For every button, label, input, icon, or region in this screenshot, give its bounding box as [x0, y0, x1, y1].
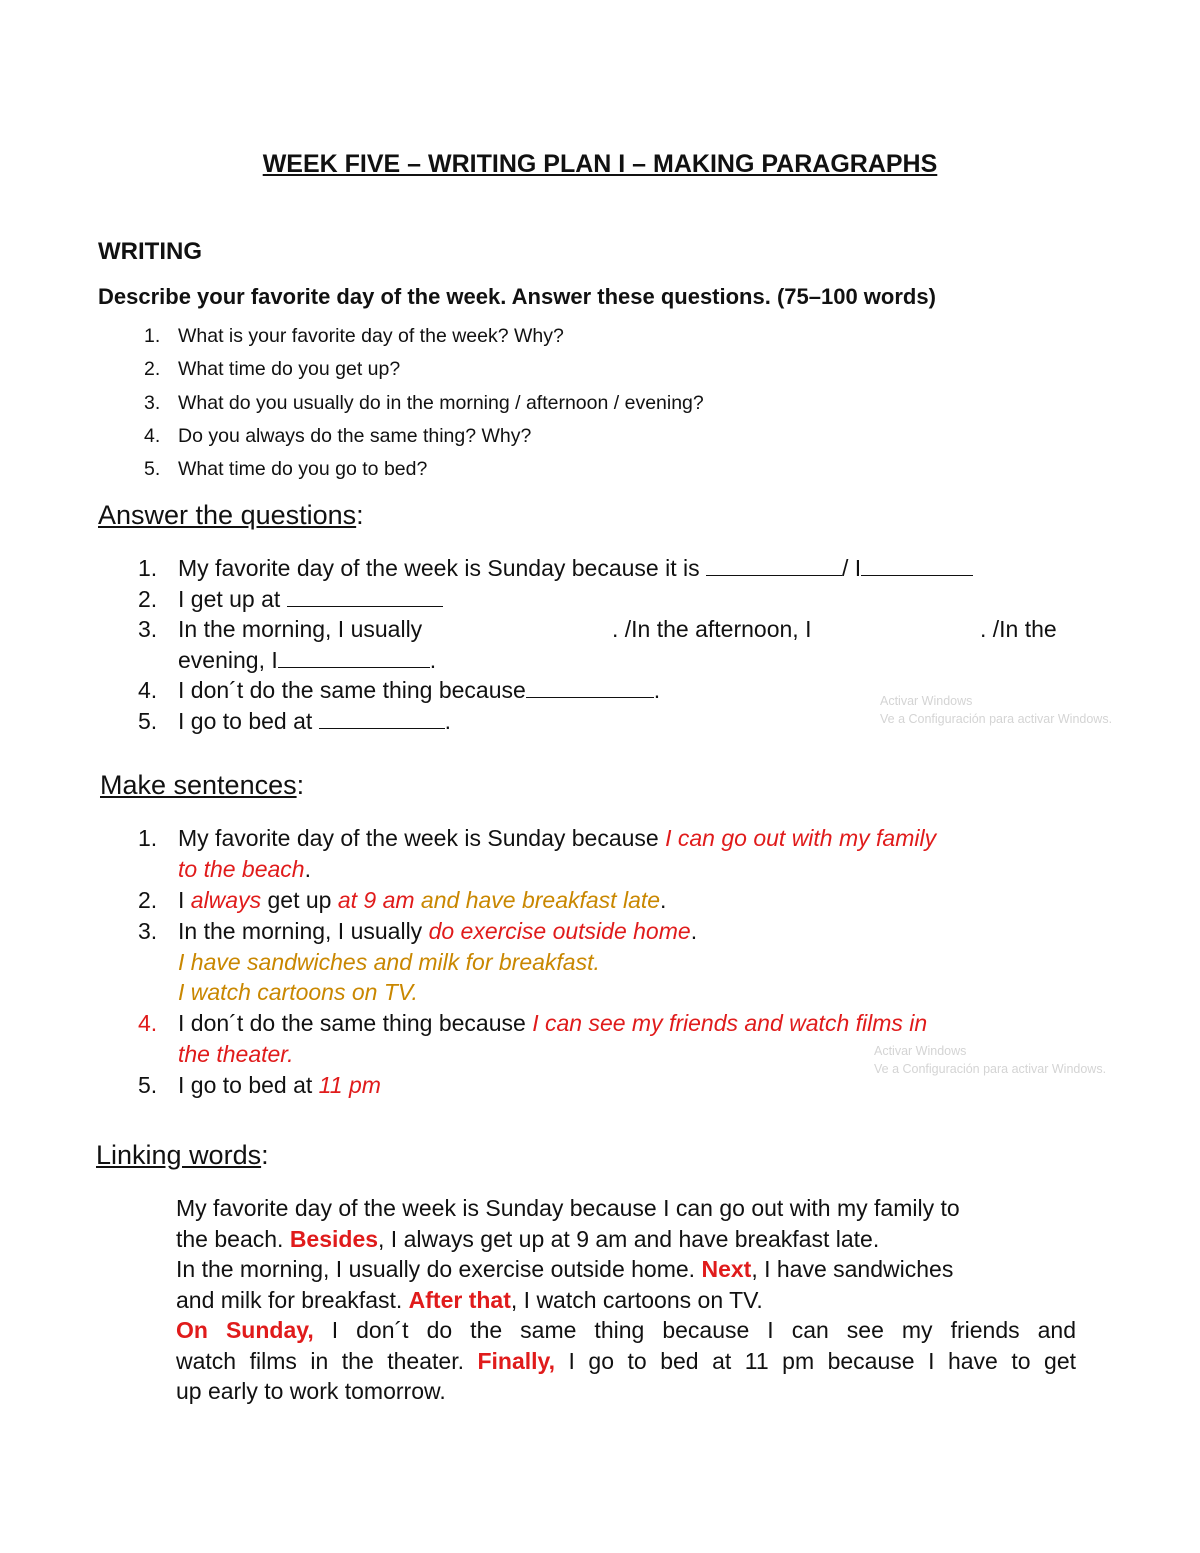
sentence-answer: I can see my friends and watch films in — [532, 1010, 928, 1037]
blank-line — [278, 647, 430, 668]
linking-word: On Sunday, — [176, 1317, 314, 1343]
activation-watermark — [880, 692, 1112, 728]
paragraph-line: watch films in the theater. Finally, I go to bed at 11 pm because I have to get — [176, 1347, 1076, 1374]
question-number: 2. — [144, 358, 161, 381]
answer-text: evening, I — [178, 646, 278, 673]
linking-heading-text: Linking words — [96, 1140, 262, 1170]
question-number: 3. — [144, 391, 161, 414]
sentence-answer: and have breakfast late — [414, 886, 661, 913]
question-number: 4. — [144, 424, 161, 447]
blank-line — [861, 555, 973, 576]
sentence-answer: to the beach — [178, 855, 305, 882]
sentence-answer: I can go out with my family — [665, 825, 937, 851]
question-number: 1. — [144, 325, 161, 347]
heading-colon: : — [356, 500, 364, 530]
question-item — [144, 387, 704, 420]
sentence-number: 2. — [138, 886, 158, 913]
sentence-text: My favorite day of the week is Sunday because — [178, 825, 666, 851]
answer-number: 2. — [138, 585, 158, 612]
sentence-text: I don´t do the same thing because — [178, 1010, 533, 1037]
make-heading-text: Make sentences — [100, 770, 297, 800]
answer-text: . /In the afternoon, I — [612, 616, 812, 642]
sentence-text: In the morning, I usually — [178, 917, 429, 944]
watermark-line: Activar Windows — [874, 1044, 967, 1058]
writing-heading: WRITING — [98, 238, 202, 265]
paragraph-line: My favorite day of the week is Sunday because I can go out with my family to — [176, 1195, 960, 1221]
blank-line — [287, 586, 443, 607]
answer-text: I go to bed at — [178, 707, 319, 734]
answer-number: 4. — [138, 677, 158, 703]
sentence-answer: 11 pm — [318, 1072, 381, 1099]
sentence-answer: at 9 am — [337, 886, 415, 913]
page-title: WEEK FIVE – WRITING PLAN I – MAKING PARAGRAPHS — [262, 150, 938, 178]
paragraph-line: On Sunday, I don´t do the same thing because I can see my friends and — [176, 1317, 1076, 1343]
question-text: What is your favorite day of the week? Why? — [178, 325, 564, 347]
paragraph-line: up early to work tomorrow. — [176, 1378, 446, 1404]
sentence-text: I go to bed at — [178, 1072, 319, 1099]
question-item — [144, 420, 704, 453]
paragraph-line: the beach. Besides, I always get up at 9 am and have breakfast late. — [176, 1225, 880, 1252]
answer-text: . — [653, 677, 661, 703]
question-item — [144, 320, 704, 353]
watermark-line: Ve a Configuración para activar Windows. — [874, 1062, 1107, 1076]
answer-text: My favorite day of the week is Sunday because it is — [178, 555, 706, 581]
linking-word: Finally, — [477, 1347, 556, 1374]
sentence-number: 1. — [138, 825, 158, 851]
heading-colon: : — [261, 1140, 269, 1170]
question-item — [144, 453, 704, 486]
heading-colon: : — [296, 770, 305, 800]
answer-text: I don´t do the same thing because — [178, 677, 526, 703]
writing-instruction: Describe your favorite day of the week. Answer these questions. (75–100 words) — [98, 284, 936, 309]
linking-paragraph — [176, 1193, 1076, 1407]
paragraph-line: and milk for breakfast. After that, I watch cartoons on TV. — [176, 1286, 763, 1313]
linking-word: Next — [701, 1256, 752, 1282]
answer-text: / I — [842, 555, 862, 581]
sentence-answer: the theater. — [178, 1041, 294, 1068]
watermark-line: Activar Windows — [880, 694, 973, 708]
answer-text: In the morning, I usually — [178, 616, 423, 642]
blank-line — [706, 555, 842, 576]
blank-line — [526, 677, 654, 698]
activation-watermark — [874, 1042, 1106, 1078]
answer-text: I get up at — [178, 585, 287, 612]
sentence-text: . — [690, 917, 698, 944]
question-number: 5. — [144, 458, 161, 481]
question-text: What time do you go to bed? — [178, 458, 428, 481]
answer-text: . /In the — [980, 616, 1057, 642]
sentence-number: 3. — [138, 917, 158, 944]
question-text: What do you usually do in the morning / afternoon / evening? — [178, 391, 704, 414]
sentence-answer: do exercise outside home — [428, 917, 691, 944]
answer-number: 3. — [138, 616, 158, 642]
sentence-text: . — [660, 886, 667, 913]
sentence-number: 4. — [138, 1010, 158, 1037]
sentence-text: . — [304, 855, 311, 882]
question-list — [144, 320, 704, 486]
watermark-line: Ve a Configuración para activar Windows. — [880, 712, 1113, 726]
answer-text: . — [429, 646, 437, 673]
sentence-number: 5. — [138, 1072, 158, 1099]
linking-word: After that — [408, 1286, 511, 1313]
sentence-text: I — [178, 886, 191, 913]
sentence-answer: I have sandwiches and milk for breakfast. — [178, 948, 600, 975]
paragraph-line: In the morning, I usually do exercise outside home. Next, I have sandwiches — [176, 1256, 954, 1282]
question-text: What time do you get up? — [178, 358, 401, 381]
question-item — [144, 353, 704, 386]
question-text: Do you always do the same thing? Why? — [178, 424, 532, 447]
linking-section-heading — [96, 1140, 269, 1171]
answer-number: 1. — [138, 555, 158, 581]
sentence-answer: I watch cartoons on TV. — [178, 979, 418, 1006]
answer-text: . — [444, 707, 452, 734]
answer-section-heading — [98, 500, 364, 531]
blank-line — [319, 708, 445, 729]
make-section-heading — [100, 770, 304, 801]
answer-heading-text: Answer the questions — [98, 500, 357, 530]
linking-word: Besides — [289, 1225, 379, 1252]
sentence-text: get up — [261, 886, 338, 913]
answer-number: 5. — [138, 707, 158, 734]
sentence-answer: always — [190, 886, 262, 913]
